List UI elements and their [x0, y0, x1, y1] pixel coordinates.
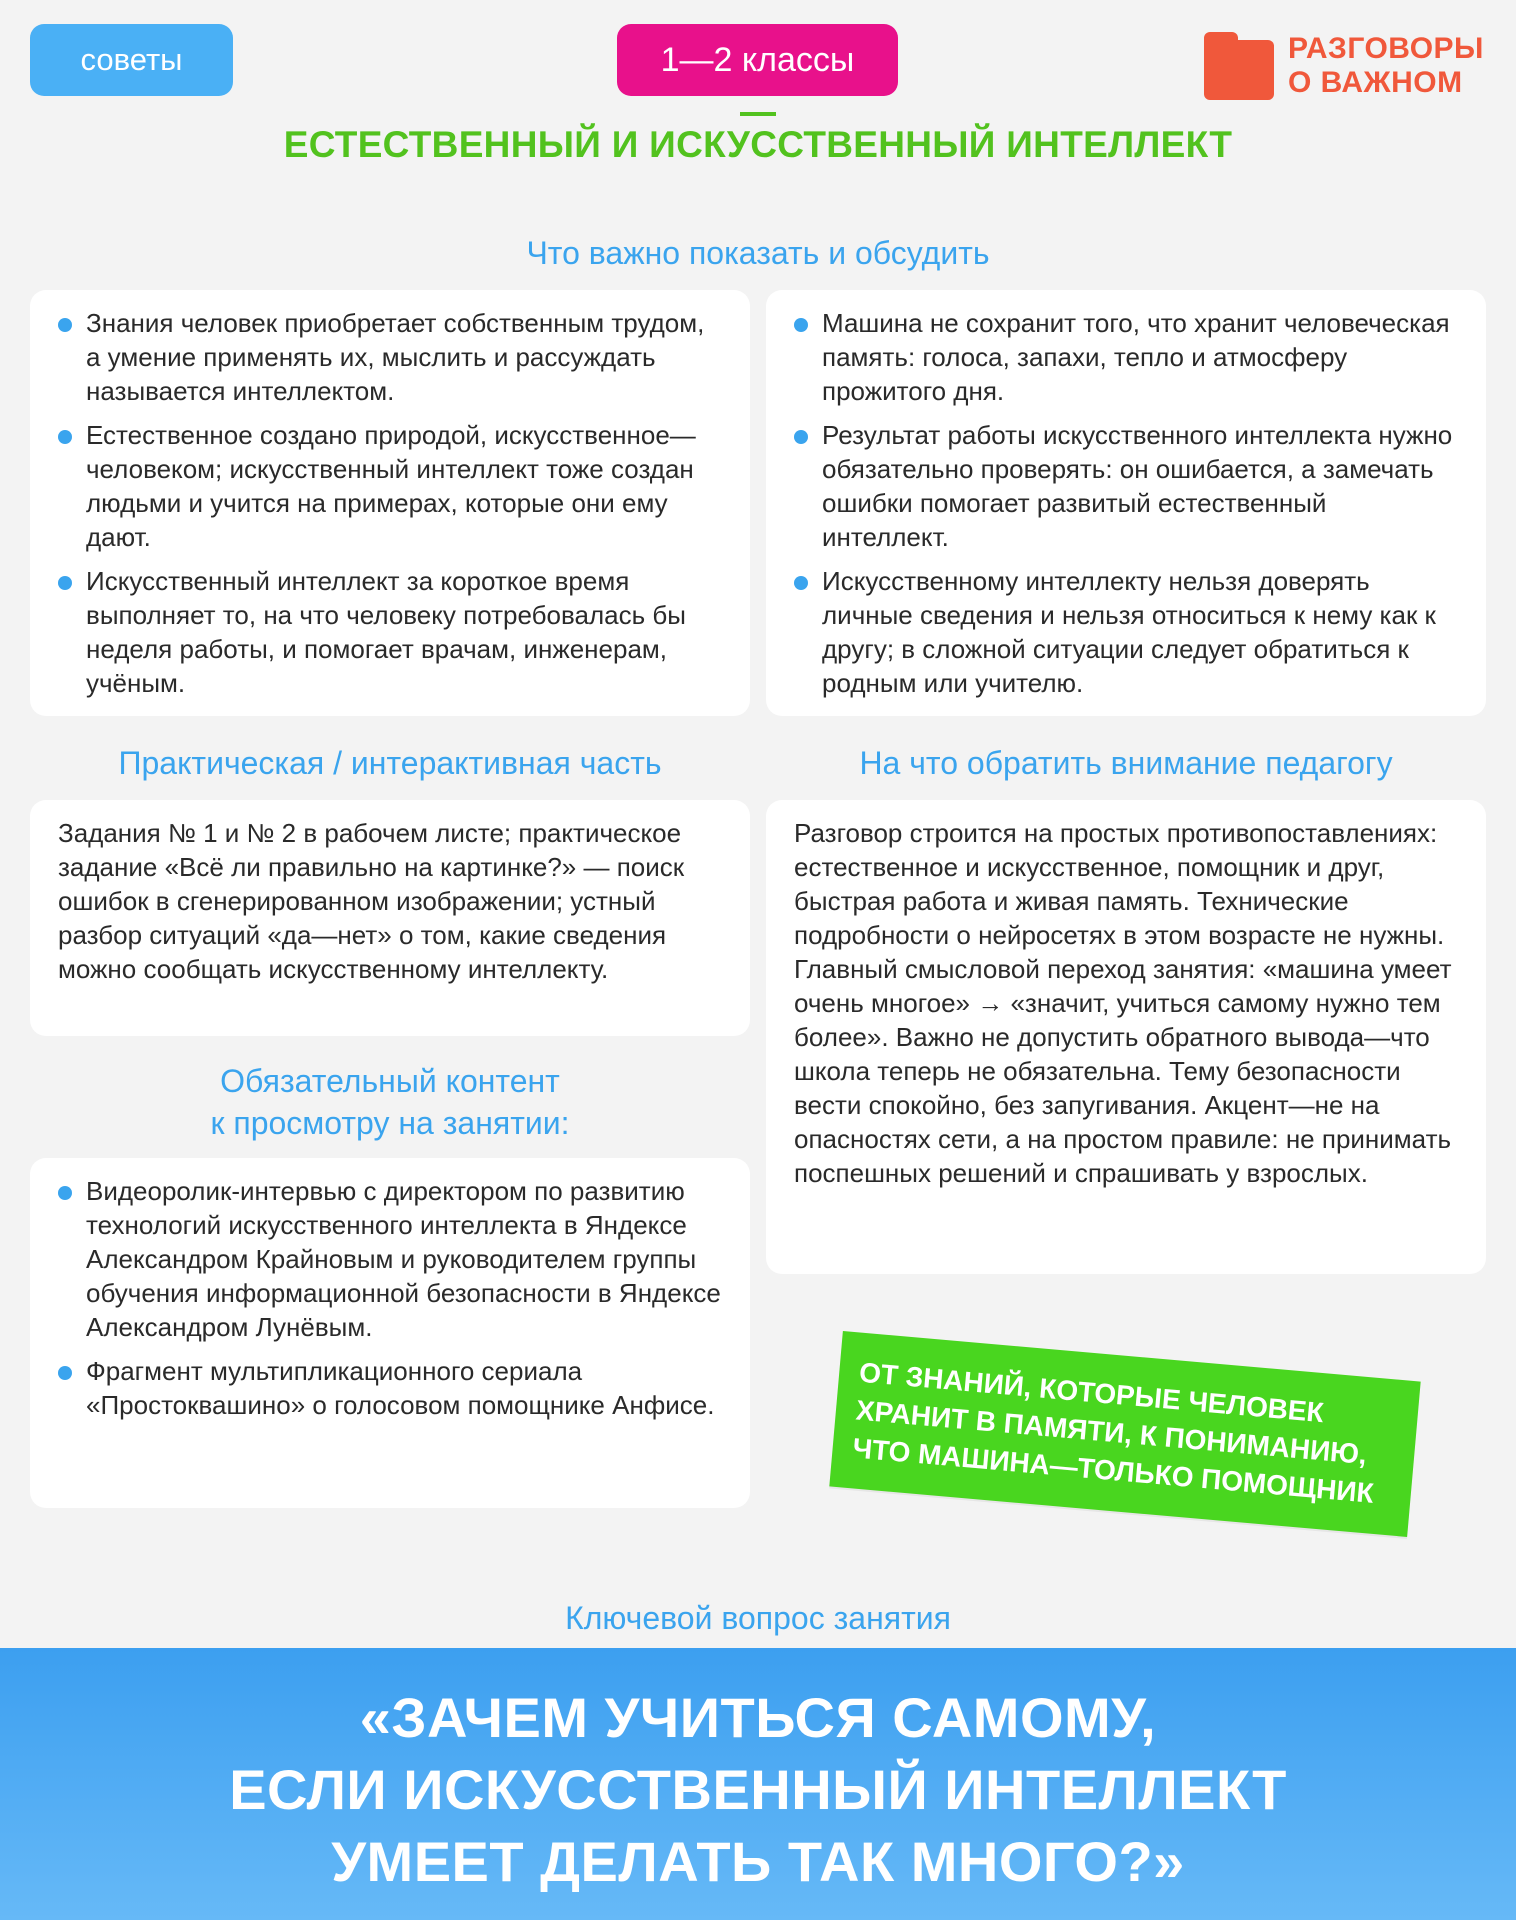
list-item: Естественное создано природой, искусственное—человеком; искусственный интеллект тоже создан людьми и учится на примерах, которые они ему дают.	[58, 418, 724, 554]
list-item: Видеоролик-интервью с директором по развитию технологий искусственного интеллекта в Яндексе Александром Крайновым и руководителем группы обучения информационной безопасности в Яндексе Александром Лунёвым.	[58, 1174, 724, 1344]
teacher-card	[766, 800, 1486, 1274]
list-item: Знания человек приобретает собственным трудом, а умение применять их, мыслить и рассуждать называется интеллектом.	[58, 306, 724, 408]
content-heading-line-2: к просмотру на занятии:	[210, 1105, 570, 1141]
summary-sticker	[829, 1331, 1420, 1537]
content-heading-line-1: Обязательный контент	[220, 1063, 560, 1099]
content-card	[30, 1158, 750, 1508]
practice-heading: Практическая / интерактивная часть	[118, 745, 662, 781]
discuss-card-right	[766, 290, 1486, 716]
discuss-heading: Что важно показать и обсудить	[526, 235, 990, 271]
grade-badge: 1—2 классы	[617, 24, 898, 96]
page-title: ЕСТЕСТВЕННЫЙ И ИСКУССТВЕННЫЙ ИНТЕЛЛЕКТ	[283, 124, 1233, 165]
list-item: Фрагмент мультипликационного сериала «Простоквашино» о голосовом помощнике Анфисе.	[58, 1354, 724, 1422]
list-item: Искусственный интеллект за короткое время выполняет то, на что человеку потребовалась бы неделя работы, и помогает врачам, инженерам, учёным.	[58, 564, 724, 700]
practice-card	[30, 800, 750, 1036]
discuss-card-left	[30, 290, 750, 716]
list-item: Машина не сохранит того, что хранит человеческая память: голоса, запахи, тепло и атмосферу прожитого дня.	[794, 306, 1456, 408]
teacher-text: Разговор строится на простых противопоставлениях: естественное и искусственное, помощник и друг, быстрая работа и живая память. Технические подробности о нейросетях в этом возрасте не нужны. Главный смысловой переход занятия: «машина умеет очень многое» → «значит, учиться самому нужно тем более». Важно не допустить обратного вывода—что школа теперь не обязательна. Тему безопасности вести спокойно, без запугивания. Акцент—не на опасностях сети, а на простом правиле: не принимать поспешных решений и спрашивать у взрослых.	[794, 818, 1452, 1188]
key-question-text	[0, 1682, 1516, 1898]
content-heading	[30, 1060, 750, 1144]
key-question-line-3: УМЕЕТ ДЕЛАТЬ ТАК МНОГО?»	[331, 1830, 1185, 1893]
brand-line-2: О ВАЖНОМ	[1288, 66, 1463, 99]
key-question-line-2: ЕСЛИ ИСКУССТВЕННЫЙ ИНТЕЛЛЕКТ	[229, 1758, 1287, 1821]
sticker-text: ОТ ЗНАНИЙ, КОТОРЫЕ ЧЕЛОВЕК ХРАНИТ В ПАМЯТИ, К ПОНИМАНИЮ, ЧТО МАШИНА—ТОЛЬКО ПОМОЩНИК	[851, 1356, 1375, 1509]
key-question-line-1: «ЗАЧЕМ УЧИТЬСЯ САМОМУ,	[359, 1686, 1157, 1749]
teacher-heading: На что обратить внимание педагогу	[859, 745, 1393, 781]
folder-icon	[1204, 32, 1274, 100]
practice-text: Задания № 1 и № 2 в рабочем листе; практическое задание «Всё ли правильно на картинке?» — поиск ошибок в сгенерированном изображении; устный разбор ситуаций «да—нет» о том, какие сведения можно сообщать искусственному интеллекту.	[58, 818, 685, 984]
key-question-label: Ключевой вопрос занятия	[565, 1600, 951, 1636]
list-item: Результат работы искусственного интеллекта нужно обязательно проверять: он ошибается, а замечать ошибки помогает развитый естественный интеллект.	[794, 418, 1456, 554]
title-divider	[740, 112, 776, 116]
brand-line-1: РАЗГОВОРЫ	[1288, 32, 1484, 65]
list-item: Искусственному интеллекту нельзя доверять личные сведения и нельзя относиться к нему как к другу; в сложной ситуации следует обратиться к родным или учителю.	[794, 564, 1456, 700]
brand-text	[1288, 32, 1484, 100]
tag-badge: советы	[30, 24, 233, 96]
brand-logo	[1204, 30, 1494, 102]
